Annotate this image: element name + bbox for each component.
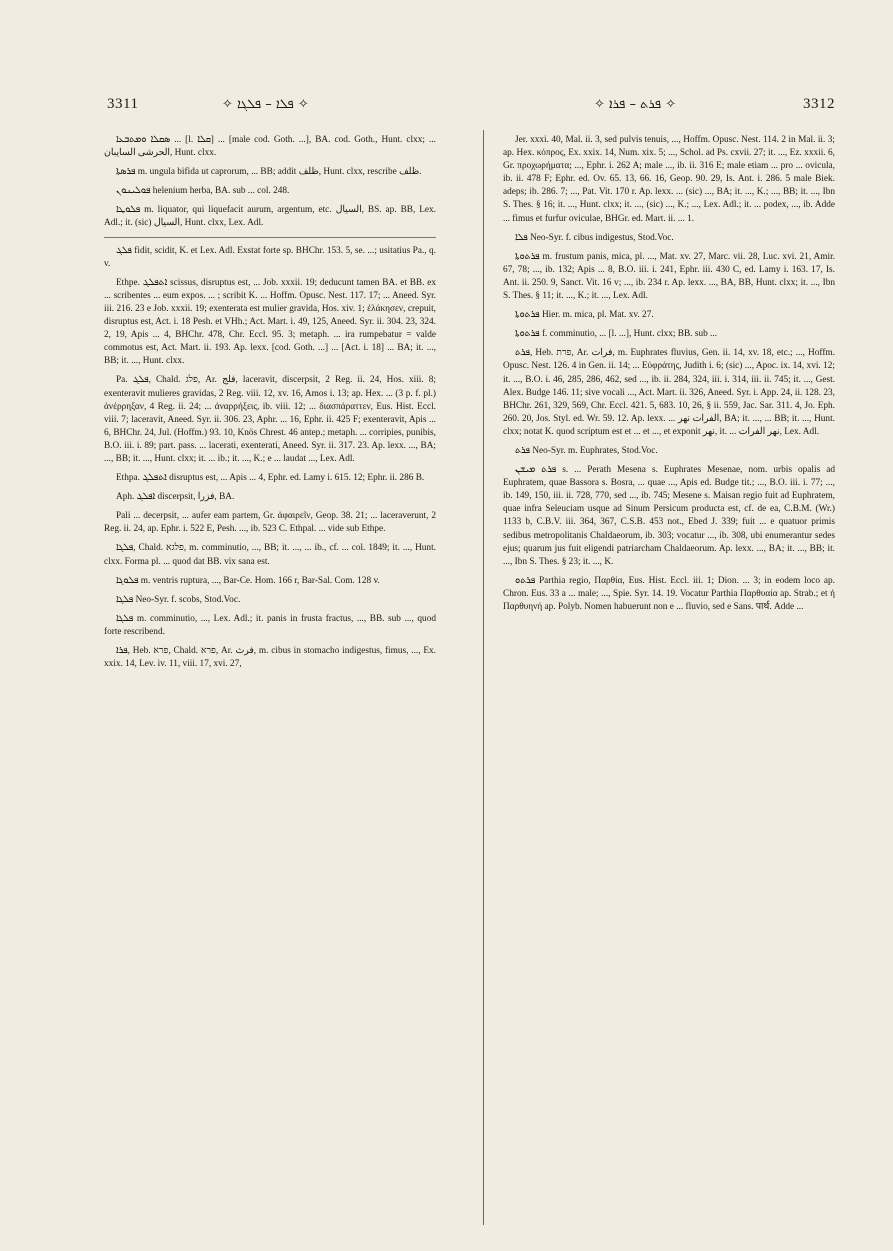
dictionary-entry: ܦܪܬ, Heb. פרת, Ar. فرات, m. Euphrates fluvius, Gen. ii. 14, xv. 18, etc.; ..., Hoffm. Opusc. Nest. 126. 4 in Gen. ii. 14; ... Εὐφράτης, Judith i. 6; (sic) ..., Apoc. ix. 14, xvi. 12; it. ..., B.O. i. 46, 285, 286, 462, sed ..., ib. ii. 284, 324, iii. i. 314, iii. ii. 745; it. ..., Gest. Alex. Budge 146. 11; sive vocali ..., Act. Mart. ii. 326, Aneed. Syr. i. App. 24, ii. 128. 23, BHChr. 261, 329, 569, Chr. Eccl. 421. 5, 683. 10, 26, § ii. 559, Jac. Sar. 311. 4, Jo. Eph. 260. 20, Jos. Styl. ed. Wr. 59. 12. Ap. lexx. ... الفرات نهر, BA; it. ..., ... BB; it. ..., Hunt. clxx; notat K. quod scriptum est et ... et ..., et exponit نهر, it. ... نهر الفرات, Lex. Adl.: [503, 348, 835, 437]
dictionary-entry: ܦܠܘܛܐ m. liquator, qui liquefacit aurum, argentum, etc. السيال, BS. ap. BB, Lex. Adl.; it. (sic) السيال, Hunt. clxx, Lex. Adl.: [104, 205, 436, 229]
dictionary-entry: ܦܠܓܐ, Chald. פלגא, m. comminutio, ..., BB; it. ..., ... ib., cf. ... col. 1849; it. ..., Hunt. clxx. Forma pl. ... quod dat BB. vix sana est.: [104, 543, 436, 567]
dictionary-entry: Ethpa. ܐܬܦܠܓ disruptus est, ... Apis ... 4, Ephr. ed. Lamy i. 615. 12; Ephr. ii. 286 B.: [116, 473, 425, 484]
dictionary-entry: Jer. xxxi. 40, Mal. ii. 3, sed pulvis tenuis, ..., Hoffm. Opusc. Nest. 114. 2 in Mal. ii. 3; ap. Hex. κόπρος, Ex. xxix. 14, Num. xix. 5; ..., Schol. ad Ps. cxvii. 27; it. ..., Ez. xxxii. 6, Gr. προχωρήματα; ..., Ephr. i. 262 A; male ..., ib. ii. 316 E; male etiam ... pro ... ovicula, ib. ii. 478 F; Ephr. ed. Ov. 65. 13, 66. 16, Geop. 90. 29, Is. Ant. i. 286. 5 male Biek. adeps; ib. 286. 7; ..., Pat. Vit. 170 r. Ap. lexx. ... (sic) ..., BA; it. ..., K.; ..., BB; it. ..., Ibn S. Thes. § 16; it. ..., Hunt. clxx; it. ..., (sic) ..., K.; ..., Lex. Adl.; it. ... podex, ..., ib. Adde ... fimus et furfur oviculae, BHGr. ed. Mart. ii. ... 1.: [503, 135, 835, 224]
dictionary-entry: Ethpe. ܐܬܦܠܓ scissus, disruptus est, ... Job. xxxii. 19; deducunt tamen BA. et BB. ex ... scribentes ... eum expos. ... ; scribit K. ... Hoffm. Opusc. Nest. 117. 17; ... Aneed. Syr. iii. 216. 23 e Job. xxxii. 19; exenterata est mulier gravida, Hos. xiv. 1; ἐλάκησεν, crepuit, disruptus est, Act. i. 18 Pesh. et VHh.; Act. Mart. i. 49, 125, Aneed. Syr. ii. 304. 23, 324. 2, 19, Apis ... 4, BHChr. 478, Chr. Eccl. 95. 3; metaph. ... ira rumpebatur = valde commotus est, Act. Mart. ii. 193. Ap. lexx. [cod. Goth. ...] ... [Act. i. 18] ... BA; it. ..., BB; it. ..., Hunt. clxx.: [104, 277, 436, 367]
left-column: [104, 134, 436, 1220]
dictionary-entry: Aph. ܐܦܠܓ discerpsit, فزرا, BA.: [116, 492, 235, 503]
column-divider: [483, 130, 484, 1225]
dictionary-entry: ܦܪܬ ܡܝܫܢ s. ... Perath Mesena s. Euphrates Mesenae, nom. urbis opalis ad Euphratem, quae Bassora s. Bosra, ... quae ..., Apis ed. Budge tit.; ..., B.O. iii. i. 77; ..., ib. 149, 150, iii. ii. 728, 770, sed ..., ib. 745; Mesene s. Maisan regio fuit ad Euphratem, quae infra Seleuciam usque ad Sinum Persicum producta est, cf. de ea, C.B.M. (Wr.) 1133 b, C.B.V. iii. 364, 367, C.S.B. 453 not., Ebed J. 339; fuit ... e quatuor primis sedibus metropolitanis Chaldaeorum, ib. 303; vocatur ..., ib. 308, ubi enumerantur sedes ejus; quarum jus fuit eligendi patriarcham Chaldaeorum. Ap. lexx. ..., BA; it. ..., BB; it. ..., Ibn S. Thes. § 23; it. ..., K.: [503, 465, 835, 567]
dictionary-entry: ܣܩܠܐ ܘܡܬܒܥܐ ... [l. ܩܠܐ] ... [male cod. Goth. ...], BA. cod. Goth., Hunt. clxx; ... الحرشى السايبان, Hunt. clxx.: [104, 135, 436, 159]
right-page-number: 3312: [803, 96, 835, 112]
dictionary-entry: Pa. ܦܠܓ, Chald. פלג, Ar. فلج, laceravit, discerpsit, 2 Reg. ii. 24, Hos. xiii. 8; exenteravit mulieres gravidas, 2 Reg. viii. 12, xv. 16, Amos i. 13; ap. Hex. ... (3 p. f. pl.) ἀνέρρηξαν, 4 Reg. ii. 24; ... ἀναρρήξεις, ib. viii. 12; ... διασπάραττεν, Eus. Hist. Eccl. viii. 7; laceravit, Aneed. Syr. ii. 306. 23, Aphr. ... 16, Ephr. ii. 425 F; exenteravit, Apis ... 6, BHChr. 24, Jul. (Hoffm.) 93. 10, Knös Chrest. 46 antep.; metaph. ... corripies, punibis, B.O. iii. i. 89; part. pass. ... lacerati, exenterati, Aneed. Syr. ii. 317. 23. Ap. lexx. ..., BA; ..., BB; it. ..., Hunt. clxx; it. ... ib.; it. ..., K.; e ... laudat ..., Lex. Adl.: [104, 375, 436, 464]
left-page-number: 3311: [107, 96, 139, 112]
dictionary-entry: ܦܪܬܘܬܐ m. frustum panis, mica, pl. ..., Mat. xv. 27, Marc. vii. 28, Luc. xvi. 21, Amir. 67, 78; ..., ib. 132; Apis ... 8, B.O. iii. i. 241, Ephr. iii. 430 C, ed. Lamy i. 163. 17, Is. Ant. ii. 250. 9, Sanct. Vit. 16 v; ..., ib. 234 r. Ap. lexx. ..., BA, BB, Hunt. clxx; it. ..., Ibn S. Thes. § 11; it. ..., K.; it. ..., Lex. Adl.: [503, 251, 835, 302]
dictionary-entry: ܦܘܠܝܢܘܢ helenium herba, BA. sub ... col. 248.: [116, 186, 290, 197]
dictionary-entry: ܦܪܬܘ Parthia regio, Παρθία, Eus. Hist. Eccl. iii. 1; Dion. ... 3; in eodem loco ap. Chron. Eus. 33 a ... male; ..., Spie. Syr. 14. 19. Vocatur Parthia Παρθυαία ap. Strab.; et ἡ Παρθυηνή ap. Polyb. Nomen habuerunt non e ... fluvio, sed e Sans. पार्थ. Adde ...: [503, 575, 835, 612]
dictionary-entry: Pali ... decerpsit, ... aufer eam partem, Gr. ἀφαιρεῖν, Geop. 38. 21; ... laceraverunt, 2 Reg. ii. 24, ap. Ephr. i. 522 E, Pesh. ..., ib. 523 C. Ethpal. ... vide sub Ethpe.: [104, 511, 436, 535]
section-divider: [104, 237, 436, 238]
dictionary-entry: ܦܪܣܬܐ m. ungula bifida ut caprorum, ... BB; addit ظلف, Hunt. clxx, rescribe ظلف.: [116, 167, 422, 178]
dictionary-entry: ܦܪܬ Neo-Syr. m. Euphrates, Stod.Voc.: [515, 445, 658, 456]
dictionary-entry: ܦܠܓ fidit, scidit, K. et Lex. Adl. Exstat forte sp. BHChr. 153. 5, se. ...; usitatius Pa., q. v.: [104, 245, 436, 269]
right-column: [503, 134, 835, 1220]
dictionary-entry: ܦܠܘܓܐ m. ventris ruptura, ..., Bar-Ce. Hom. 166 r, Bar-Sal. Com. 128 v.: [116, 575, 380, 586]
dictionary-entry: ܦܠܓܐ Neo-Syr. f. scobs, Stod.Voc.: [116, 594, 241, 605]
dictionary-entry: ܦܪܬܘܬܐ f. comminutio, ... [l. ...], Hunt. clxx; BB. sub ...: [515, 329, 718, 340]
left-running-head: ✧ ܦܠܐ – ܦܠܓܐ ✧: [222, 97, 309, 112]
dictionary-entry: ܦܪܬܘܬܐ Hier. m. mica, pl. Mat. xv. 27.: [515, 310, 654, 321]
dictionary-entry: ܦܠܐ Neo-Syr. f. cibus indigestus, Stod.Voc.: [515, 232, 674, 243]
dictionary-entry: ܦܠܓܐ m. comminutio, ..., Lex. Adl.; it. panis in frusta fractus, ..., BB. sub ..., quod forte rescribend.: [104, 613, 436, 637]
right-running-head: ✧ ܦܪܬ – ܦܪܐ ✧: [594, 97, 677, 112]
page-header: [0, 96, 893, 120]
dictionary-entry: ܦܪܐ, Heb. פרא, Chald. פרא, Ar. فرث, m. cibus in stomacho indigestus, fimus, ..., Ex. xxix. 14, Lev. iv. 11, viii. 17, xvi. 27,: [104, 646, 436, 670]
